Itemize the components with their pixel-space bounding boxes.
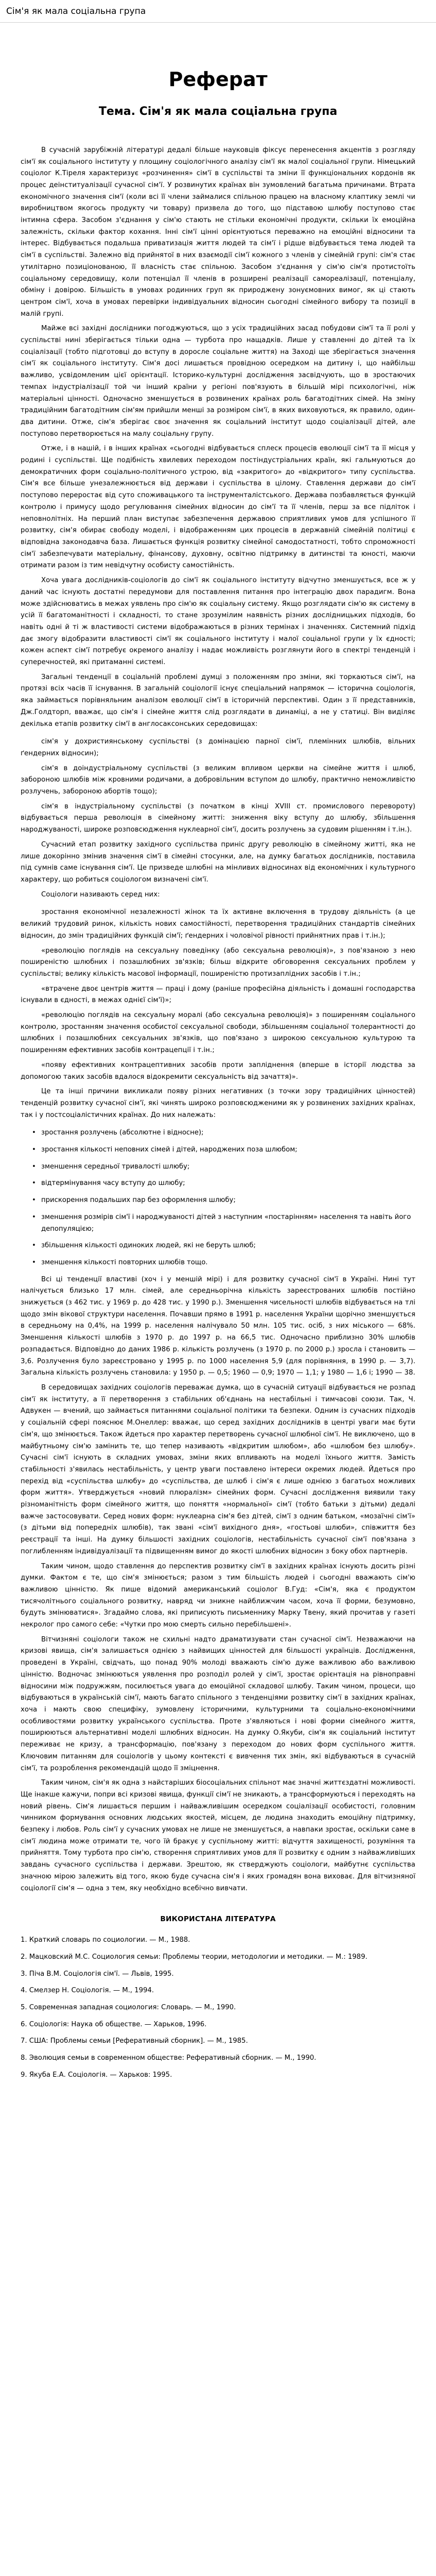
- bullet-item: • зростання кількості неповних сімей і дітей, народжених поза шлюбом;: [21, 1144, 415, 1156]
- page-header-title: Сім'я як мала соціальна група: [6, 6, 146, 16]
- bullet-item: • відтермінування часу вступу до шлюбу;: [21, 1178, 415, 1190]
- literature-title: ВИКОРИСТАНА ЛІТЕРАТУРА: [160, 1915, 276, 1924]
- paragraph: Таким чином, сім'я як одна з найстаріших біосоціальних спільнот має значні життєздатні можливості. Ще інакше кажучи, попри всі кризові явища, функції сім'ї не зникають, а трансформуються і переходять на новий рівень. Сім'я лишається першим і найважливішим осередком соціалізації особистості, головним чинником формування основних людських якостей, місцем, де людина знаходить емоційну підтримку, безпеку і любов. Роль сім'ї у сучасних умовах не лише не зменшується, а навпаки зростає, оскільки саме в сім'ї людина може отримати те, чого їй бракує у суспільному житті: відчуття захищеності, розуміння та прийняття. Тому турбота про сім'ю, створення сприятливих умов для її розвитку є одним з найважливіших завдань сучасного суспільства і держави. Зрештою, як стверджують соціологи, майбутнє суспільства значною мірою залежить від того, якою буде сучасна сім'я і яких громадян вона виховає. Для вітчизняної соціології сім'я — одна з тем, яку необхідно всебічно вивчати.: [21, 1779, 415, 1892]
- paragraph: Загальні тенденції в соціальній проблемі думці з положенням про зміни, які торкаються сім'ї, на протязі всіх часів її існування. В загальній соціології існує спеціальний напрямок — історична соціологія, яка займається порівняльним аналізом еволюції сім'ї в історичній перспективі. Один з її представників, Дж.Голдторп, вважає, що сім'я і сімейне життя слід розглядати в динаміці, а не у статиці. Він виділяє декілька етапів розвитку сім'ї в англосаксонських середовищах:: [21, 673, 415, 728]
- literature-item: 3. Піча В.М. Соціологія сім'ї. — Львів, 1995.: [21, 1970, 174, 1978]
- list-item: «революцію поглядів на сексуальну поведінку (або сексуальна революція)», з пов'язаною з нею поширеністю шлюбних і позашлюбних зв'язків; більш відкрите обговорення сексуальних проблем у суспільстві; велику кількість масової інформації, поширеністю протизаплідних засобів і т.ін.;: [21, 946, 415, 978]
- literature-item: 4. Смелзер Н. Соціологія. — М., 1994.: [21, 1987, 154, 1995]
- document-body: [0, 69, 436, 2081]
- literature-item: 8. Эволюция семьи в современном обществе: Реферативный сборник. — М., 1990.: [21, 2054, 317, 2062]
- literature-item: 9. Якуба Е.А. Соціологія. — Харьков: 1995.: [21, 2071, 172, 2079]
- list-item: «революцію поглядів на сексуальну моралі (або сексуальна революція)» з поширенням соціального контролю, зростанням значення особистої сексуальної свободи, збільшенням соціальної толерантності до шлюбних і позашлюбних сексуальних зв'язків, що пов'язано з широкою сексуальною культурою та поширенням ефективних засобів контрацепції і т.ін.;: [21, 1011, 415, 1055]
- paragraph: В середовищах західних соціологів переважає думка, що в сучасній ситуації відбувається не розпад сім'ї як інституту, а її перетворення з стабільних об'єднань на нестабільні і тимчасові союзи. Так, Ч. Адвукен — вчений, що займається питаннями соціальної політики та безпеки. Одним із сучасних підходів у соціальній сфері пояснює М.Онеллер: вважає, що серед західних дослідників в центрі уваги має бути сім'я, що змінюється. Також йдеться про характер перетворень сучасної шлюбної сім'ї. Не виключено, що в майбутньому сім'ю замінить те, що тепер називають «відкритим шлюбом», або «шлюбом без шлюбу». Сучасні сім'ї існують в складних умовах, зміни яких впливають на моделі їхнього життя. Замість стабільності з'явилась нестабільність, у центр уваги поставлено інтереси окремих людей. Йдеться про перехід від «суспільства шлюбу» до «суспільства, де шлюб і сім'я є лише однією з багатьох можливих форм життя». Утверджується «новий плюралізм» сімейних форм. Сучасні дослідження виявили таку різноманітність форм сімейного життя, що поняття «нормальної» сім'ї (тобто батьки з дітьми) дедалі важче застосовувати. Серед нових форм: нуклеарна сім'я без дітей, сім'ї з одним батьком, «мозаїчні сім'ї» (з дітьми від попередніх шлюбів), так звані «сім'ї вихідного дня», «гостьові шлюби», співжиття без реєстрації та інші. На думку більшості західних соціологів, нестабільність сучасної сім'ї пов'язана з поглибленням індивідуалізації та підвищенням вимог до якості шлюбних відносин з боку обох партнерів.: [21, 1384, 415, 1555]
- paragraph: Соціологи називають серед них:: [41, 890, 160, 899]
- paragraph: В сучасній зарубіжній літературі дедалі більше науковців фіксує перенесення акцентів з розгляду сім'ї як соціального інституту у площину соціологічного аналізу сім'ї як малої соціальної групи. Німецький соціолог К.Тіреля характеризує «розчинення» сім'ї в суспільстві та зміни її функціональних кордонів як процес деінституалізації сучасної сім'ї. У розвинутих країнах він зумовлений багатьма причинами. Втрата економічного значення сім'ї (коли всі її члени займалися спільною працею на власному клаптику землі чи виробництвом якогось продукту чи товару) призвела до того, що підставою шлюбу поступово стає інтимна сфера. Засобом з'єднання у сім'ю стають не стільки економічні продукти, скільки їх емоційна залежність, скільки фактор кохання. Інні сім'ї цінні орієнтуються переважно на емоційні відносини та інтерес. Відбувається подальша приватизація життя людей та сім'ї і рідше відбувається тема людей та сім'ї в суспільстві. Залежно від прийнятої в них взаємодії сім'ї кожного з членів у сімейній групі: сім'я стає утилітарно позиціонованою, її власність стає спільною. Засобом з'єднання у сім'ю сім'я протистоїть соціальному середовищу, коли потенціал її членів в розширені реалізації самореалізації, потенціалу, обміну і довірою. Більшість в умовах родинних груп як природжену зонуємовних вимог, як ці стають центром сім'ї, хоча в умовах перевірки індивідуальних відносин сьогодні сімейного вибору та позиції в малій групі.: [21, 146, 415, 318]
- paragraph: Сучасний етап розвитку західного суспільства приніс другу революцію в сімейному житті, яка не лише докорінно змінив значення сім'ї в сімейні стосунки, але, на думку багатьох дослідників, поставила під сумнів саме існування сім'ї. Це призведе шлюбні на мінливих відносинах від економічних і культурного характеру, що робиться соціологом визначені сім'ї.: [21, 840, 415, 884]
- bullet-item: • прискорення подальших пар без оформлення шлюбу;: [21, 1195, 415, 1207]
- literature-item: 6. Соціологія: Наука об обществе. — Харьков, 1996.: [21, 2020, 207, 2028]
- bullet-item: • зменшення кількості повторних шлюбів тощо.: [21, 1257, 415, 1269]
- paragraph: Таким чином, щодо ставлення до перспектив розвитку сім'ї в західних країнах існують досить різні думки. Фактом є те, що сім'я змінюється; разом з тим більшість людей і сьогодні вважають сім'ю важливою цінністю. Як пише відомий американський соціолог В.Гуд: «Сім'я, яка є продуктом тисячолітнього соціального розвитку, навряд чи зникне найближчим часом, хоча її форми, безумовно, будуть змінюватися». Згадаймо слова, які приписують письменнику Марку Твену, який прочитав у газеті некролог про самого себе: «Чутки про мою смерть сильно перебільшені».: [21, 1562, 415, 1629]
- list-item: сім'я в доіндустріальному суспільстві (з великим впливом церкви на сімейне життя і шлюб, забороною шлюбів між кровними родичами, а добровільним вступом до шлюбу, практично неможливістю розлучень, забороною абортів тощо);: [21, 764, 415, 796]
- literature-item: 7. США: Проблемы семьи [Реферативный сборник]. — М., 1985.: [21, 2037, 248, 2045]
- literature-item: 1. Краткий словарь по социологии. — М., 1988.: [21, 1936, 190, 1944]
- bullet-item: • зменшення розмірів сім'ї і народжуваності дітей з наступним «постарінням» населення та навіть його депопуляцією;: [21, 1212, 415, 1235]
- paragraph: Всі ці тенденції властиві (хоч і у меншій мірі) і для розвитку сучасної сім'ї в Україні. Нині тут налічується близько 17 млн. сімей, але середньорічна кількість зареєстрованих шлюбів постійно знижується (з 462 тис. у 1969 р. до 428 тис. у 1990 р.). Зменшення чисельності шлюбів відбувається на тлі щодо змін вікової структури населення. Почавши прямо в 1991 р. населення України щорічно зменшується в середньому на 0,4%, на 1999 р. населення налічувало 50 млн. 105 тис. осіб, з них міського — 68%. Зменшення кількості шлюбів з 1970 р. до 1997 р. на 66,5 тис. Одночасно приблизно 30% шлюбів розпадається. Відповідно до даних 1986 р. кількість розлучень (з 1970 р. по 2000 р.) зросла і становить — 3,6. Розлучення було зареєстровано у 1995 р. по 1000 населення 5,9 (для порівняння, в 1990 р. — 3,7). Загальна кількість розлучень становила: у 1950 р. — 0,5; 1960 — 0,9; 1970 — 1,1; у 1980 — 1,6 i; 1990 — 38.: [21, 1275, 415, 1377]
- paragraph: Отже, і в нашій, і в інших країнах «сьогодні відбувається сплеск процесів еволюції сім'ї та її місця у родині і суспільстві. Ще подібність хвилевих переходом постіндустріальних країн, які гальмуються до демократичних форм соціально-політичного устрою, від «закритого» до «відкритого» типу суспільства. Сім'я все більше унезалежнюється від держави і суспільства в цілому. Ставлення держави до сім'ї поступово переростає від суто споживацького та інструменталістського. Держава позбавляється функцій контролю і примусу щодо регулювання сімейних відносин до сім'ї та її членів, перш за все підліток і неповнолітніх. На перший план виступає забезпечення державою сприятливих умов для успішного її розвитку, сім'я обирає свободу моделі, і відображенням цих процесів в державній сімейній політиці є відповідна законодавча база. Лишається функція розвитку сімейної самодостатності, тобто спроможності сім'ї забезпечувати матеріальну, фінансову, духовну, освітню підтримку в дитинстві та юності, маючи отримати разом із тим невідчутну особисту самостійність.: [21, 445, 415, 570]
- list-item: зростання економічної незалежності жінок та їх активне включення в трудову діяльність (а це великий трудовий ринок, кількість нових самостійності, перетворення традиційних стандартів сімейних відносин, до змін традиційних функцій сім'ї; ґендерних і чоловічої рівності прийнятних прав і т.ін.);: [21, 908, 415, 940]
- paragraph: Хоча увага дослідників-соціологів до сім'ї як соціального інституту відчутно зменшується, все ж у даний час існують достатні передумови для поставлення питання про інтеграцію двох парадигм. Вона може здійснюватись в межах уявлень про сім'ю як соціальну систему. Якщо розглядати сім'ю як систему в усій її багатоманітності і складності, то стане зрозумілим наявність різних дослідницьких підходів, бо навіть одні й ті ж властивості системи відображаються в різних термінах і значеннях. Системний підхід дає змогу відобразити властивості сім'ї як соціального інституту і малої соціальної групи у їх єдності; кожен аспект сім'ї потребує окремого аналізу і надає можливість розглянути його в спектрі тенденцій і суперечностей, які притаманні системі.: [21, 577, 415, 667]
- literature-item: 5. Современная западная социология: Словарь. — М., 1990.: [21, 2004, 236, 2012]
- bullet-item: • збільшення кількості одиноких людей, які не беруть шлюб;: [21, 1240, 415, 1252]
- bullet-item: • зменшення середньої тривалості шлюбу;: [21, 1161, 415, 1173]
- list-item: «втрачене двоє центрів життя — праці і дому (раніше професійна діяльність і домашні господарства існували в єдності, в межах однієї сім'ї)»;: [21, 985, 415, 1005]
- paragraph: Вітчизняні соціологи також не схильні надто драматизувати стан сучасної сім'ї. Незважаючи на кризові явища, сім'я залишається однією з найвищих цінностей для більшості українців. Дослідження, проведені в Україні, свідчать, що понад 90% молоді вважають сім'ю дуже важливою або важливою цінністю. Водночас змінюються уявлення про розподіл ролей у сім'ї, зростає орієнтація на рівноправні відносини між подружжям, посилюється увага до емоційної складової шлюбу. Таким чином, процеси, що відбуваються в українській сім'ї, мають багато спільного з тенденціями розвитку сім'ї в західних країнах, хоча і мають свою специфіку, зумовлену історичними, культурними та соціально-економічними особливостями розвитку українського суспільства. Проте з'являються і нові форми сімейного життя, поширюються альтернативні моделі шлюбних відносин. На думку О.Якуби, сім'я як соціальний інститут переживає не кризу, а трансформацію, пов'язану з переходом до нових форм суспільного життя. Ключовим питанням для соціологів у цьому контексті є вивчення тих змін, які відбуваються в сучасній сім'ї, та розроблення рекомендацій щодо її зміцнення.: [21, 1635, 415, 1772]
- list-item: «появу ефективних контрацептивних засобів проти запліднення (вперше в історії людства за допомогою таких засобів вдалося відокремити сексуальність від зачаття)».: [21, 1061, 415, 1081]
- bullet-item: • зростання розлучень (абсолютне і відносне);: [21, 1127, 415, 1139]
- list-item: сім'я в індустріальному суспільстві (з початком в кінці XVIII ст. промислового перевороту) відбувається перша революція в сімейному житті: зниження віку вступу до шлюбу, збільшення народжуваності, широке розповсюдження нуклеарної сім'ї, досить розлучень за судовим рішенням і т.ін.).: [21, 802, 415, 834]
- literature-item: 2. Мацковский М.С. Социология семьи: Проблемы теории, методологии и методики. — М.: 1989.: [21, 1953, 368, 1961]
- document-title: Реферат: [168, 68, 268, 91]
- paragraph: Це та інші причини викликали появу різних негативних (з точки зору традиційних цінностей) тенденцій розвитку сучасної сім'ї, які чинять широко розповсюдженими як у розвинених західних країнах, так і у постсоціалістичних країнах. До них належать:: [21, 1088, 415, 1119]
- list-item: сім'я у дохристиянському суспільстві (з домінацією парної сім'ї, племінних шлюбів, вільних ґендерних відносин);: [21, 738, 415, 757]
- paragraph: Майже всі західні дослідники погоджуються, що з усіх традиційних засад побудови сім'ї та її ролі у суспільстві нині зберігається тільки одна — турбота про нащадків. Лише у ставленні до дітей та їх соціалізації (тобто підготовці до вступу в доросле соціальне життя) на Заході ще зберігається значення сім'ї як соціального інституту. Сім'я досі лишається провідною осередком на дитину і, що найбільш важливо, усвідомленим цієї орієнтації. Історико-культурні дослідження засвідчують, що в зростаючих темпах індустріалізації той чи інший країни у регіоні пов'язують в більшій мірі психологічні, ніж матеріальні цінності. Одночасно зменшується в розвинених країнах роль багатодітних сімей. На зміну традиційним багатодітним сім'ям прийшли менші за розміром сім'ї, в яких виховуються, як правило, один-два дитини. Отже, сім'я зберігає своє значення як соціальний інститут щодо соціалізації дітей, але поступово перетворюється на малу соціальну групу.: [21, 325, 415, 438]
- document-subtitle: Тема. Сім'я як мала соціальна група: [98, 105, 338, 118]
- page-header: [0, 0, 436, 23]
